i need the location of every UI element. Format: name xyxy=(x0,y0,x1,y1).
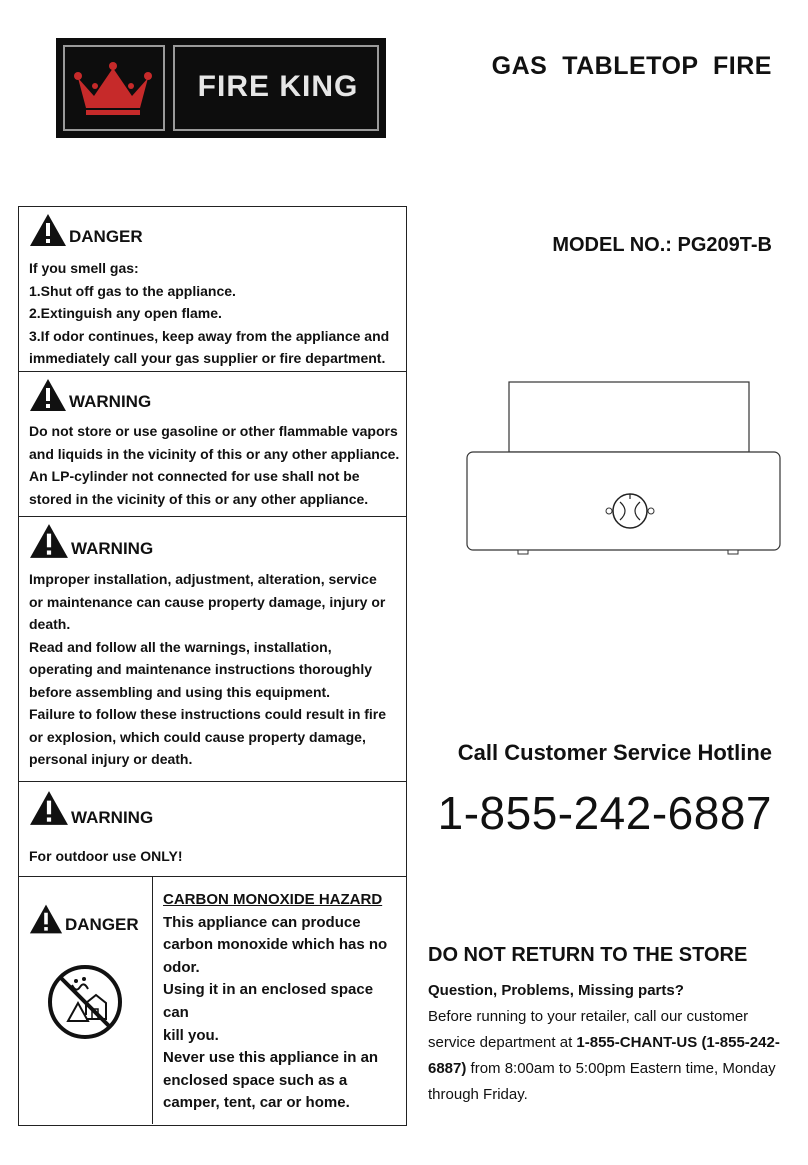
support-info xyxy=(428,978,788,1108)
text-line: camper, tent, car or home. xyxy=(163,1094,350,1112)
support-phone-word: 1-855-CHANT-US xyxy=(576,1034,698,1051)
support-phone-number: (1-855-242-6887) xyxy=(428,1034,780,1077)
support-text xyxy=(428,1004,788,1108)
no-return-heading: DO NOT RETURN TO THE STORE xyxy=(428,944,748,966)
text-line: operating and maintenance instructions thoroughly xyxy=(29,661,373,677)
text-line: 1.Shut off gas to the appliance. xyxy=(29,282,236,299)
text-line: If you smell gas: xyxy=(29,260,139,276)
section-header xyxy=(29,903,139,935)
text-line: Using it in an enclosed space can xyxy=(163,981,374,1021)
section-label: DANGER xyxy=(69,227,143,246)
warning-triangle-icon xyxy=(29,903,63,935)
hotline-number: 1-855-242-6887 xyxy=(437,787,772,839)
section-label: WARNING xyxy=(71,808,154,827)
text-line: before assembling and using this equipment. xyxy=(29,683,331,700)
co-hazard-text xyxy=(163,889,403,1115)
warning-triangle-icon xyxy=(29,378,67,412)
text-line: enclosed space such as a xyxy=(163,1071,348,1089)
warning-flammable-section xyxy=(19,372,406,517)
text-line: 2.Extinguish any open flame. xyxy=(29,305,222,321)
brand-logo xyxy=(56,38,386,138)
co-hazard-left-cell xyxy=(19,877,153,1124)
co-hazard-heading: CARBON MONOXIDE HAZARD xyxy=(163,891,383,908)
crown-icon xyxy=(70,58,156,118)
text-line: This appliance can produce xyxy=(163,913,361,931)
text-line: or maintenance can cause property damage, injury or xyxy=(29,593,386,610)
text-line: and liquids in the vicinity of this or any other appliance. xyxy=(29,445,400,462)
section-header xyxy=(29,523,153,559)
text-line: death. xyxy=(29,616,71,632)
section-text xyxy=(29,568,403,771)
no-indoor-use-icon xyxy=(46,963,124,1041)
hotline-label: Call Customer Service Hotline xyxy=(457,740,772,765)
text-line: An LP-cylinder not connected for use shall not be xyxy=(29,468,360,484)
text-line: odor. xyxy=(163,958,200,976)
section-label: WARNING xyxy=(71,539,154,558)
section-header xyxy=(29,378,151,412)
warning-triangle-icon xyxy=(29,213,67,247)
product-title: GAS TABLETOP FIRE xyxy=(491,52,772,80)
danger-gas-section xyxy=(19,207,406,372)
section-label: WARNING xyxy=(69,392,152,411)
section-text xyxy=(29,845,403,868)
text-line: carbon monoxide which has no xyxy=(163,936,388,954)
text-line: or explosion, which could cause property damage, xyxy=(29,728,366,745)
section-label: DANGER xyxy=(65,915,139,934)
section-text xyxy=(29,420,403,510)
text-line: For outdoor use ONLY! xyxy=(29,848,183,864)
support-text-part: Before running to your retailer, call our customer service department at xyxy=(428,1008,749,1051)
warning-installation-section xyxy=(19,517,406,782)
text-line: stored in the vicinity of this or any other appliance. xyxy=(29,490,369,507)
text-line: Never use this appliance in an xyxy=(163,1049,379,1067)
text-line: 3.If odor continues, keep away from the appliance and xyxy=(29,327,390,344)
text-line: Failure to follow these instructions could result in fire xyxy=(29,706,387,722)
warning-outdoor-section xyxy=(19,782,406,877)
model-number: MODEL NO.: PG209T-B xyxy=(552,234,772,256)
support-question: Question, Problems, Missing parts? xyxy=(428,982,684,999)
tabletop-fire-illustration xyxy=(466,380,782,560)
section-header xyxy=(29,788,153,828)
warning-triangle-icon xyxy=(29,523,69,559)
co-hazard-section xyxy=(19,877,406,1124)
text-line: kill you. xyxy=(163,1026,219,1044)
text-line: Improper installation, adjustment, alteration, service xyxy=(29,571,377,587)
section-header xyxy=(29,213,143,247)
warning-table xyxy=(18,206,407,1126)
text-line: Read and follow all the warnings, installation, xyxy=(29,638,332,655)
text-line: personal injury or death. xyxy=(29,751,193,767)
text-line: Do not store or use gasoline or other flammable vapors xyxy=(29,423,398,439)
support-text-part: from 8:00am to 5:00pm Eastern time, Monday through Friday. xyxy=(428,1060,776,1103)
section-text xyxy=(29,257,403,370)
brand-name: FIRE KING xyxy=(197,70,359,103)
text-line: immediately call your gas supplier or fire department. xyxy=(29,350,386,366)
warning-triangle-icon xyxy=(29,788,69,828)
